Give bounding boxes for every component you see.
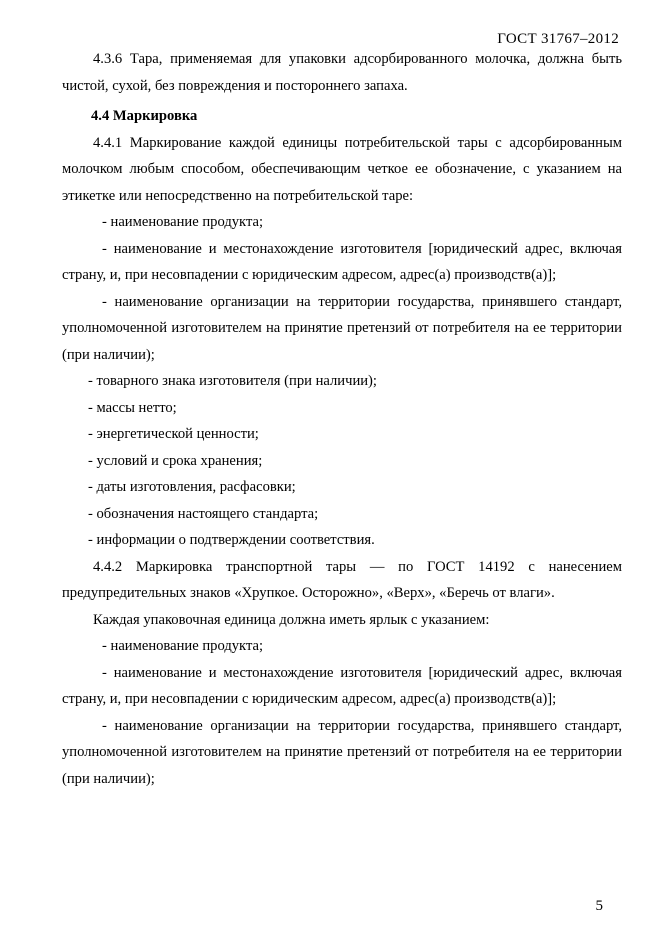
page-header-standard: ГОСТ 31767–2012 [497,31,619,47]
list-item: - наименование и местонахождение изготовителя [юридический адрес, включая страну, и, при несовпадении с юридическим адресом, адрес(а) производств(а)]; [62,240,622,283]
paragraph-4-4-1: 4.4.1 Маркирование каждой единицы потребительской тары с адсорбированным молочком любым способом, обеспечивающим четкое ее обозначение, с указанием на этикетке или непосредственно на потребительской таре: [62,134,622,204]
list-item: - наименование организации на территории государства, принявшего стандарт, уполномоченной изготовителем на принятие претензий от потребителя на ее территории (при наличии); [62,293,622,363]
document-body [62,46,622,792]
paragraph-4-4-2: 4.4.2 Маркировка транспортной тары — по ГОСТ 14192 с нанесением предупредительных знаков «Хрупкое. Осторожно», «Верх», «Беречь от влаги». [62,558,622,601]
list-item: - товарного знака изготовителя (при наличии); [88,373,377,389]
list-item: - наименование организации на территории государства, принявшего стандарт, уполномоченной изготовителем на принятие претензий от потребителя на ее территории (при наличии); [62,717,622,787]
list-item: - информации о подтверждении соответствия. [88,532,375,548]
list-item: - обозначения настоящего стандарта; [88,505,319,522]
list-item: - условий и срока хранения; [88,452,263,469]
list-item: - наименование продукта; [102,638,264,654]
list-item: - даты изготовления, расфасовки; [88,479,296,495]
list-item: - наименование продукта; [102,214,264,230]
paragraph-label-requirements: Каждая упаковочная единица должна иметь ярлык с указанием: [93,611,490,628]
list-item: - массы нетто; [88,399,177,416]
section-heading-4-4: 4.4 Маркировка [91,108,198,124]
list-item: - наименование и местонахождение изготовителя [юридический адрес, включая страну, и, при несовпадении с юридическим адресом, адрес(а) производств(а)]; [62,664,622,707]
paragraph-4-3-6: 4.3.6 Тара, применяемая для упаковки адсорбированного молочка, должна быть чистой, сухой, без повреждения и постороннего запаха. [62,51,622,94]
page-number: 5 [595,898,603,914]
list-item: - энергетической ценности; [88,426,259,442]
